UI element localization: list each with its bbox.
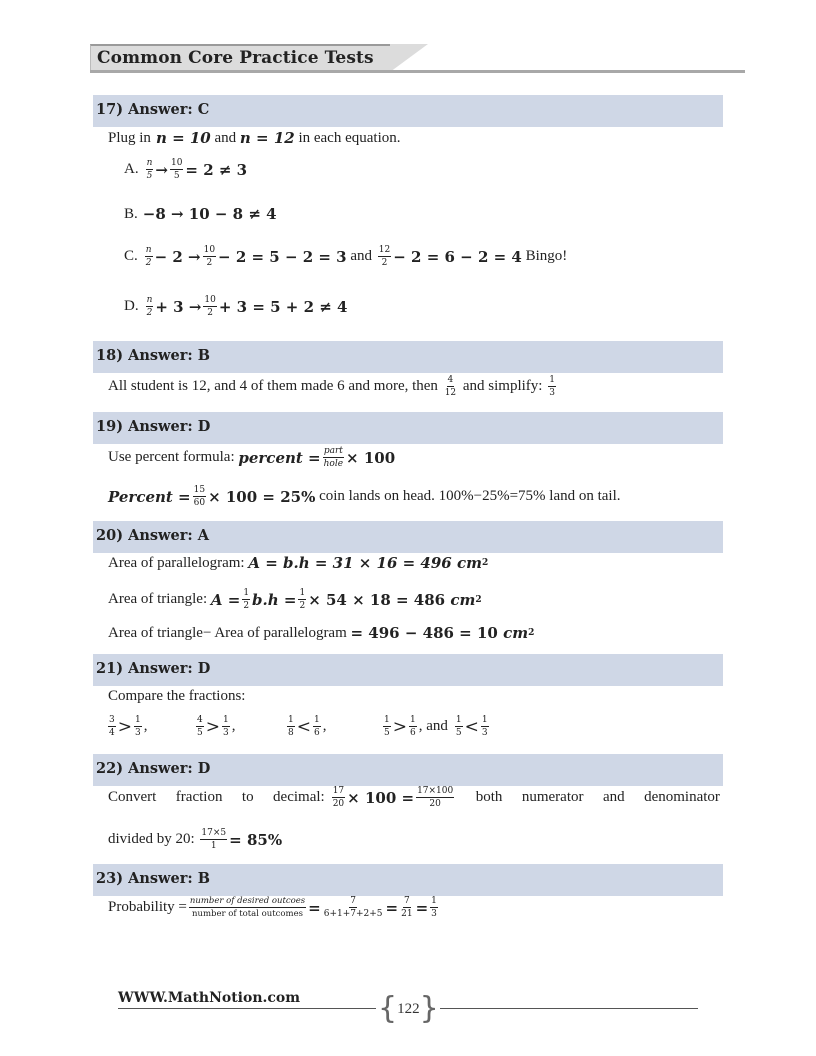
header-rule	[90, 70, 745, 73]
footer-website: WWW.MathNotion.com	[118, 990, 301, 1006]
answer-number: 23	[96, 870, 117, 887]
answer-23-probability: Probability = $\frac{\text{number of desired outcoes}}{\text{number of total outcomes}}$ = $\frac{7}{6+1+7+2+5}$ = $\frac{7}{21}$ = $\frac{1}{3}$	[108, 896, 437, 919]
header-tab-slope	[390, 44, 428, 72]
answer-19-bar	[93, 412, 723, 444]
answer-22-line-1: Convert fraction to decimal: $\frac{17}{20}$ × 100 = $\frac{17\times 100}{20}$ both numerator and denominator	[108, 786, 720, 809]
answer-21-bar	[93, 654, 723, 686]
answer-label: ) Answer: A	[116, 527, 210, 544]
answer-label: ) Answer: D	[116, 760, 211, 777]
answer-label: ) Answer: D	[116, 660, 211, 677]
answer-20-line-2: Area of triangle: A = $\frac{1}{2}$ b.h = $\frac{1}{2}$ × 54 × 18 = 486 cm 2	[108, 588, 482, 611]
answer-20-bar	[93, 521, 723, 553]
answer-21-comparison-4: $\frac{1}{5}$ > $\frac{1}{6}$ , and $\frac{1}{5}$ < $\frac{1}{3}$	[384, 715, 488, 738]
answer-17-option-a: A. $\frac{n}{5}$ → $\frac{10}{5}$ = 2 ≠ 3	[124, 158, 248, 181]
answer-label: ) Answer: B	[116, 870, 211, 887]
answer-label: ) Answer: D	[116, 418, 211, 435]
answer-17-option-b: B. −8 → 10 − 8 ≠ 4	[124, 205, 277, 223]
right-brace-icon: }	[419, 991, 439, 1026]
answer-20-line-3: Area of triangle− Area of parallelogram = 496 − 486 = 10 cm 2	[108, 624, 535, 642]
answer-21-comparison-1: $\frac{3}{4}$ > $\frac{1}{3}$ ,	[109, 715, 148, 738]
answer-21-comparison-2: $\frac{4}{5}$ > $\frac{1}{3}$ ,	[197, 715, 236, 738]
answer-number: 19	[96, 418, 117, 435]
answer-23-bar	[93, 864, 723, 896]
answer-18-bar	[93, 341, 723, 373]
answer-label: ) Answer: C	[116, 101, 210, 118]
answer-number: 17	[96, 101, 117, 118]
answer-number: 18	[96, 347, 117, 364]
page-number-box	[378, 992, 438, 1026]
answer-17-option-c: C. $\frac{n}{2}$ − 2 → $\frac{10}{2}$ − 2 = 5 − 2 = 3 and $\frac{12}{2}$ − 2 = 6 − 2 = 4 Bingo!	[124, 245, 568, 268]
page-number: 122	[397, 1000, 420, 1017]
answer-18-text: All student is 12, and 4 of them made 6 and more, then $\frac{4}{12}$ and simplify: $\frac{1}{3}$	[108, 375, 555, 398]
answer-number: 22	[96, 760, 117, 777]
answer-17-bar	[93, 95, 723, 127]
answer-21-intro: Compare the fractions:	[108, 688, 246, 704]
left-brace-icon: {	[378, 991, 398, 1026]
answer-19-formula: Use percent formula: percent = $\frac{\text{part}}{\text{hole}}$ × 100	[108, 446, 396, 469]
answer-22-bar	[93, 754, 723, 786]
answer-17-option-d: D. $\frac{n}{2}$ + 3 → $\frac{10}{2}$ + 3 = 5 + 2 ≠ 4	[124, 295, 348, 318]
footer-rule-left	[118, 1008, 376, 1009]
answer-17-intro: Plug in n = 10 and n = 12 in each equation.	[108, 129, 401, 147]
answer-number: 20	[96, 527, 117, 544]
answer-19-solution: Percent = $\frac{15}{60}$ × 100 = 25% coin lands on head. 100%−25%=75% land on tail.	[108, 485, 621, 508]
answer-number: 21	[96, 660, 117, 677]
answer-label: ) Answer: B	[116, 347, 211, 364]
answer-21-comparison-3: $\frac{1}{8}$ < $\frac{1}{6}$ ,	[288, 715, 327, 738]
page-header	[90, 44, 745, 74]
header-title: Common Core Practice Tests	[97, 48, 374, 68]
answer-22-line-2: divided by 20: $\frac{17\times 5}{1}$ = 85%	[108, 828, 283, 851]
footer-rule-right	[440, 1008, 698, 1009]
answer-20-line-1: Area of parallelogram: A = b.h = 31 × 16 = 496 cm 2	[108, 554, 489, 572]
